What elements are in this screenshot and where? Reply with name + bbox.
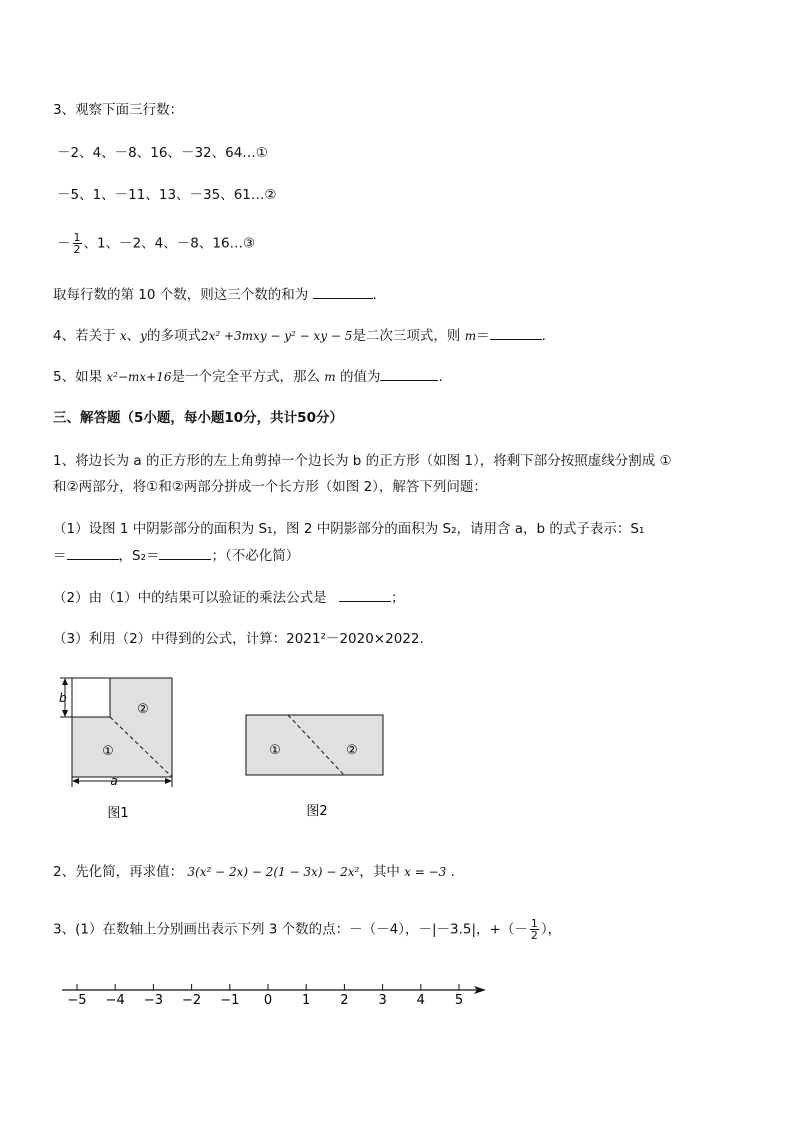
q5-period: . bbox=[438, 369, 443, 385]
q4-period: . bbox=[541, 328, 546, 344]
question-3-ask-text: 取每行数的第 10 个数，则这三个数的和为 bbox=[53, 287, 309, 303]
question-3-period: . bbox=[372, 287, 377, 303]
perfect-square-expression: x²−mx+16 bbox=[106, 370, 172, 384]
arrow-head bbox=[165, 778, 172, 784]
simplify-expression: 3(x² − 2x) − 2(1 − 3x) − 2x² bbox=[187, 865, 360, 879]
tick-label: 2 bbox=[340, 993, 349, 1008]
s2-answer-blank[interactable] bbox=[159, 545, 211, 560]
q4-text-a: 4、若关于 bbox=[53, 328, 116, 344]
label-a: a bbox=[110, 774, 118, 788]
p2-text-a: 2、先化简，再求值： bbox=[53, 864, 184, 880]
s1-answer-blank[interactable] bbox=[67, 545, 119, 560]
region-1-label: ① bbox=[102, 744, 114, 759]
figure-2 bbox=[246, 715, 383, 819]
arrow-head bbox=[62, 710, 68, 717]
fraction-denominator: 2 bbox=[530, 929, 538, 942]
row3-prefix: － bbox=[57, 235, 71, 252]
sub1-note: ；（不必化简） bbox=[211, 548, 300, 564]
arrow-head bbox=[62, 678, 68, 685]
tick-label: 5 bbox=[454, 993, 464, 1008]
question-4 bbox=[53, 325, 546, 346]
q5-text-c: 的值为 bbox=[339, 369, 381, 385]
question-3-title: 3、观察下面三行数： bbox=[53, 102, 184, 118]
fraction-numerator: 1 bbox=[73, 231, 81, 244]
tick-label: −5 bbox=[67, 993, 87, 1008]
p2-period: . bbox=[450, 864, 455, 880]
tick-label: −1 bbox=[220, 993, 240, 1008]
region-2-label: ② bbox=[137, 702, 149, 717]
p3-text-b: ）， bbox=[540, 921, 562, 938]
number-row-1: －2、4、－8、16、－32、64…① bbox=[57, 145, 268, 161]
question-3-ask bbox=[53, 284, 377, 305]
tick-label: −3 bbox=[143, 993, 163, 1008]
number-row-3 bbox=[57, 232, 255, 255]
q5-text-b: 是一个完全平方式，那么 bbox=[171, 369, 320, 385]
s2-label: ，S₂＝ bbox=[118, 548, 160, 564]
question-5 bbox=[53, 366, 443, 387]
problem-3 bbox=[53, 918, 561, 941]
fraction-half bbox=[73, 232, 82, 255]
p3-text-a: 3、(1）在数轴上分别画出表示下列 3 个数的点：－（－4），－|－3.5|，+（－ bbox=[53, 921, 528, 938]
var-x: x bbox=[119, 329, 127, 343]
sub2-semicolon: ； bbox=[390, 590, 405, 606]
tick-label: −4 bbox=[105, 993, 125, 1008]
rectangle bbox=[246, 715, 383, 775]
sub2-text: （2）由（1）中的结果可以验证的乘法公式是 bbox=[53, 590, 327, 606]
label-b: b bbox=[59, 691, 67, 705]
problem-2 bbox=[53, 862, 455, 882]
fraction-numerator: 1 bbox=[530, 917, 538, 930]
condition: x = −3 bbox=[404, 865, 447, 879]
arrow-head bbox=[72, 778, 79, 784]
figure-2-caption: 图2 bbox=[306, 804, 328, 819]
problem-1-sub-3: （3）利用（2）中得到的公式，计算：2021²－2020×2022. bbox=[53, 631, 424, 647]
problem-1-line-2: 和②两部分，将①和②两部分拼成一个长方形（如图 2），解答下列问题： bbox=[53, 479, 487, 495]
problem-1-sub-1: （1）设图 1 中阴影部分的面积为 S₁，图 2 中阴影部分的面积为 S₂，请用含 a，b 的式子表示：S₁ bbox=[53, 521, 645, 537]
formula-answer-blank[interactable] bbox=[339, 587, 391, 602]
figures-svg bbox=[0, 665, 794, 895]
fraction-denominator: 2 bbox=[73, 243, 81, 256]
tick-label: −2 bbox=[182, 993, 202, 1008]
q5-text-a: 5、如果 bbox=[53, 369, 103, 385]
q4-sep: 、 bbox=[126, 328, 141, 344]
q4-text-b: 的多项式 bbox=[146, 328, 201, 344]
var-y: y bbox=[140, 329, 147, 343]
figure-1 bbox=[59, 678, 172, 821]
row3-rest: 、1、－2、4、－8、16…③ bbox=[83, 235, 256, 252]
var-m: m bbox=[464, 329, 477, 343]
region-1-label: ① bbox=[269, 743, 281, 758]
answer-blank[interactable] bbox=[490, 325, 542, 340]
p2-text-b: ，其中 bbox=[359, 864, 400, 880]
section-heading: 三、解答题（5小题，每小题10分，共计50分） bbox=[53, 410, 343, 426]
tick-label: 4 bbox=[416, 993, 425, 1008]
q4-text-c: 是二次三项式，则 bbox=[352, 328, 461, 344]
problem-1-line-1: 1、将边长为 a 的正方形的左上角剪掉一个边长为 b 的正方形（如图 1），将剩下部分按照虚线分割成 ① bbox=[53, 453, 672, 469]
q4-eq: ＝ bbox=[476, 328, 490, 344]
number-row-2: －5、1、－11、13、－35、61…② bbox=[57, 187, 277, 203]
number-line bbox=[0, 975, 794, 1025]
tick-label: 0 bbox=[263, 993, 273, 1008]
polynomial-expression: 2x² +3mxy − y² − xy − 5 bbox=[200, 329, 353, 343]
figure-1-caption: 图1 bbox=[107, 806, 129, 821]
fraction-half bbox=[530, 918, 539, 941]
problem-1-sub-2 bbox=[53, 587, 404, 608]
s1-eq: ＝ bbox=[53, 548, 67, 564]
answer-blank[interactable] bbox=[380, 366, 438, 381]
tick-label: 3 bbox=[378, 993, 387, 1008]
answer-blank[interactable] bbox=[313, 284, 373, 299]
problem-1-sub-1-answers bbox=[53, 545, 299, 566]
region-2-label: ② bbox=[346, 743, 358, 758]
tick-label: 1 bbox=[302, 993, 311, 1008]
var-m: m bbox=[324, 370, 336, 384]
